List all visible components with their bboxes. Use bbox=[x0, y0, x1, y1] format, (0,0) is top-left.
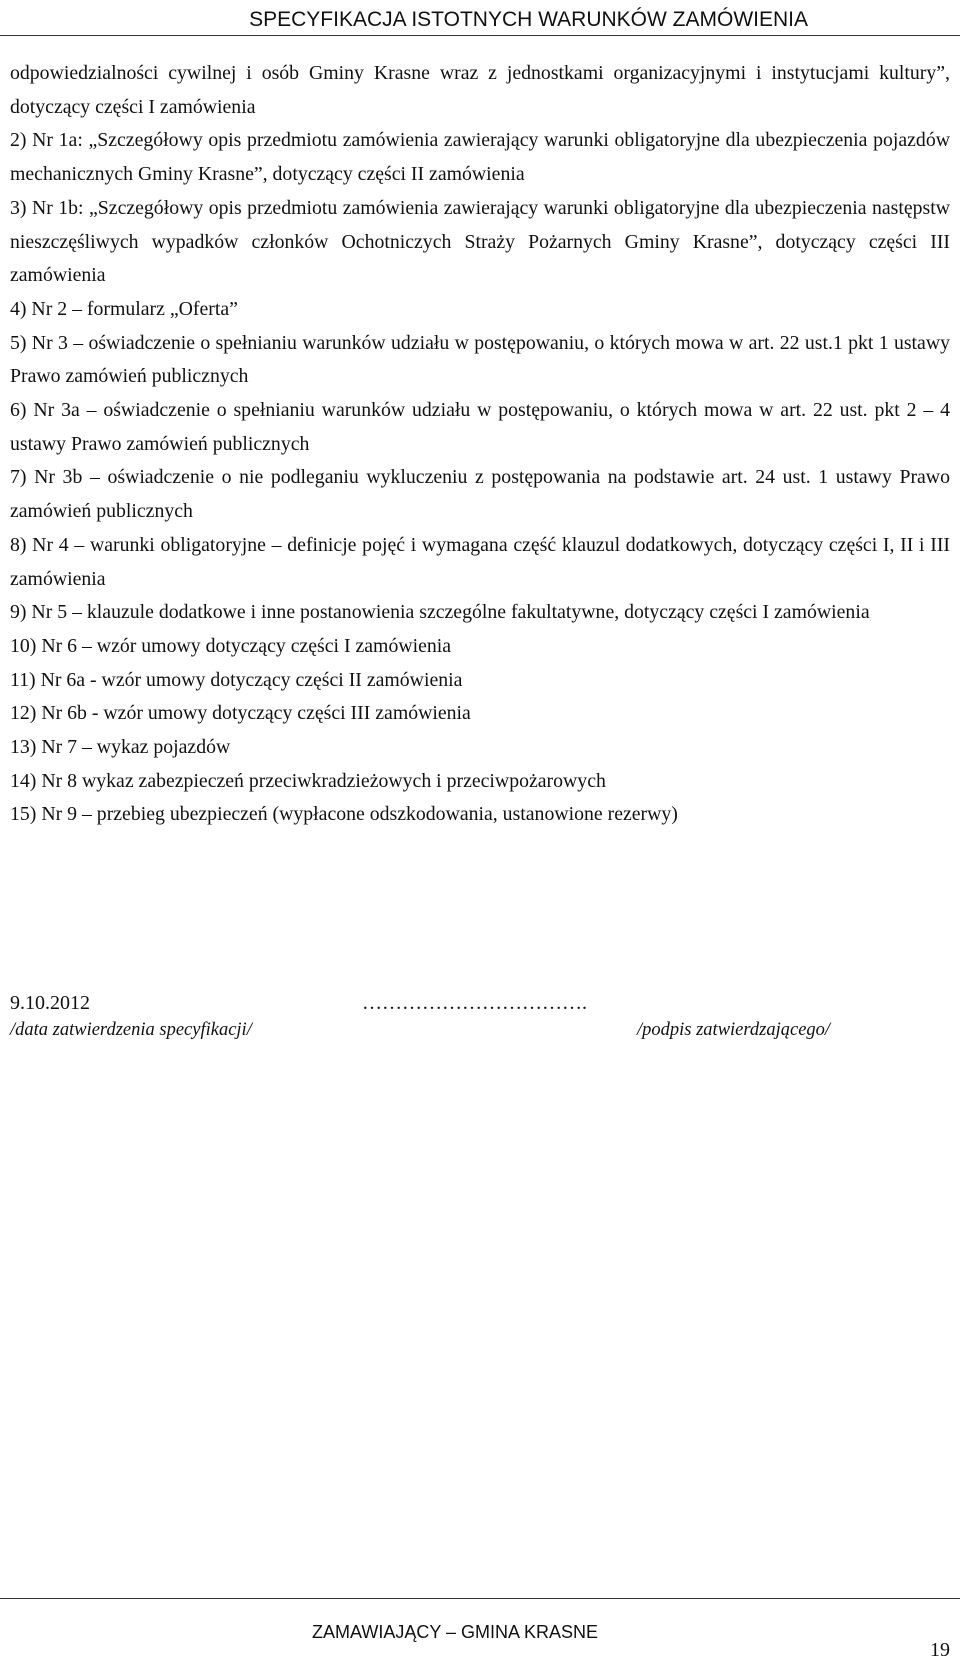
list-item: 5) Nr 3 – oświadczenie o spełnianiu warunków udziału w postępowaniu, o których mowa w art. 22 ust.1 pkt 1 ustawy Prawo zamówień publicznych bbox=[10, 331, 950, 388]
list-item: 12) Nr 6b - wzór umowy dotyczący części III zamówienia bbox=[10, 702, 471, 725]
page-header bbox=[0, 0, 960, 36]
list-item: 9) Nr 5 – klauzule dodatkowe i inne postanowienia szczególne fakultatywne, dotyczący części I zamówienia bbox=[10, 601, 870, 624]
list-item: 7) Nr 3b – oświadczenie o nie podleganiu wykluczeniu z postępowania na podstawie art. 24 ust. 1 ustawy Prawo zamówień publicznych bbox=[10, 466, 950, 523]
footer-divider bbox=[0, 1598, 960, 1599]
list-item: 10) Nr 6 – wzór umowy dotyczący części I zamówienia bbox=[10, 634, 452, 657]
signature-block bbox=[0, 992, 960, 1052]
footer-title: ZAMAWIAJĄCY – GMINA KRASNE bbox=[312, 1622, 599, 1642]
signature-label: /podpis zatwierdzającego/ bbox=[637, 1020, 831, 1040]
list-item: 8) Nr 4 – warunki obligatoryjne – definicje pojęć i wymagana część klauzul dodatkowych, dotyczący części I, II i III zamówienia bbox=[10, 533, 950, 590]
list-item: 13) Nr 7 – wykaz pojazdów bbox=[10, 736, 231, 759]
list-item: 11) Nr 6a - wzór umowy dotyczący części II zamówienia bbox=[10, 668, 463, 691]
approval-date-label: /data zatwierdzenia specyfikacji/ bbox=[10, 1020, 252, 1040]
page-number: 19 bbox=[930, 1639, 950, 1661]
list-item: 15) Nr 9 – przebieg ubezpieczeń (wypłacone odszkodowania, ustanowione rezerwy) bbox=[10, 803, 678, 826]
list-item: odpowiedzialności cywilnej i osób Gminy Krasne wraz z jednostkami organizacyjnymi i instytucjami kultury”, dotyczący części I zamówienia bbox=[10, 62, 950, 118]
attachment-list bbox=[10, 57, 950, 832]
header-divider bbox=[0, 35, 960, 36]
list-item: 6) Nr 3a – oświadczenie o spełnianiu warunków udziału w postępowaniu, o których mowa w art. 22 ust. pkt 2 – 4 ustawy Prawo zamówień publicznych bbox=[10, 399, 950, 455]
signature-line: ……………………………. bbox=[362, 992, 587, 1014]
list-item: 2) Nr 1a: „Szczegółowy opis przedmiotu zamówienia zawierający warunki obligatoryjne dla ubezpieczenia pojazdów mechanicznych Gminy Krasne”, dotyczący części II zamówienia bbox=[10, 129, 950, 186]
approval-date: 9.10.2012 bbox=[10, 992, 90, 1014]
list-item: 14) Nr 8 wykaz zabezpieczeń przeciwkradzieżowych i przeciwpożarowych bbox=[10, 769, 606, 792]
list-item: 3) Nr 1b: „Szczegółowy opis przedmiotu zamówienia zawierający warunki obligatoryjne dla ubezpieczenia następstw nieszczęśliwych wypadków członków Ochotniczych Straży Pożarnych Gminy Krasne”, dotyczący części III zamówienia bbox=[10, 196, 950, 287]
header-title: SPECYFIKACJA ISTOTNYCH WARUNKÓW ZAMÓWIENIA bbox=[249, 8, 808, 31]
list-item: 4) Nr 2 – formularz „Oferta” bbox=[10, 297, 238, 320]
